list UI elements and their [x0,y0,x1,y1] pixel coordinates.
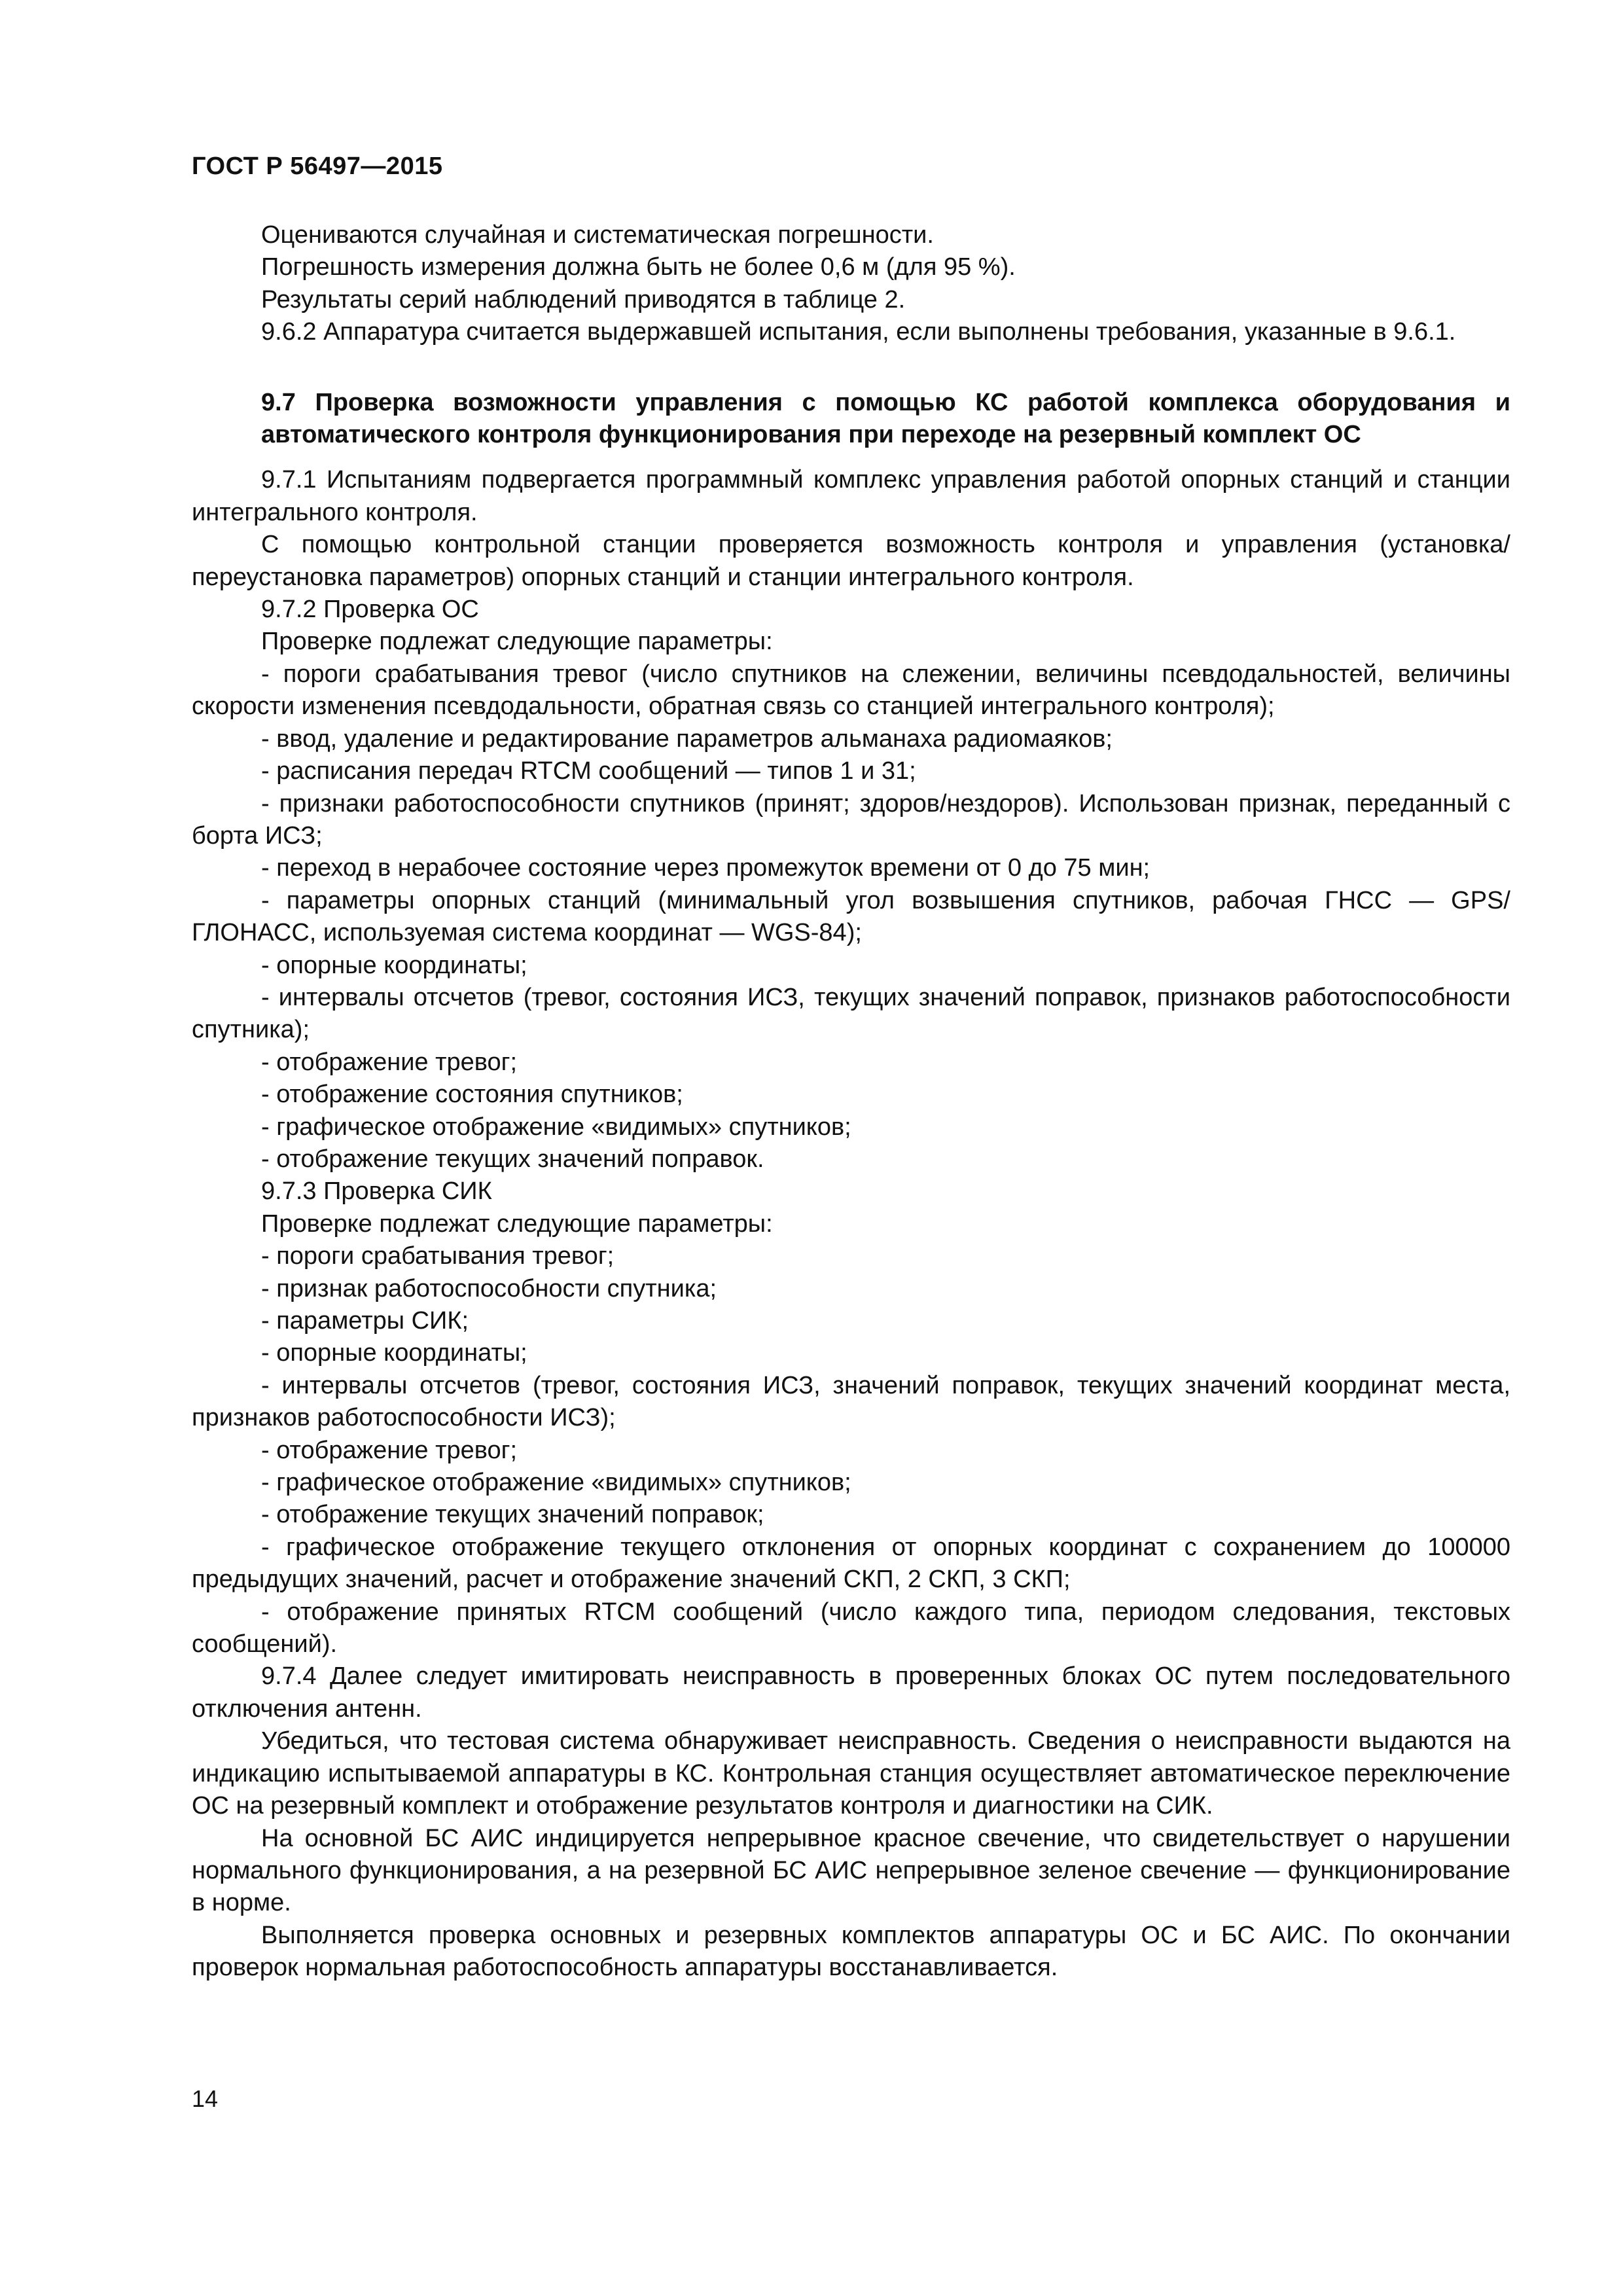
paragraph: Оцениваются случайная и систематическая погрешности. [261,221,934,249]
list-item: - признак работоспособности спутника; [261,1274,717,1302]
list-item: - расписания передач RTCM сообщений — типов 1 и 31; [261,757,916,785]
list-item: - графическое отображение текущего отклонения от опорных координат с сохранением до 100000 предыдущих значений, расчет и отображение значений СКП, 2 СКП, 3 СКП; [192,1533,1510,1594]
list-item: - отображение тревог; [261,1048,518,1076]
parameter-list-sik [192,1240,1510,1660]
list-item: - опорные координаты; [261,1339,527,1367]
list-item: - пороги срабатывания тревог (число спутников на слежении, величины псевдодальностей, величины скорости изменения псевдодальности, обратная связь со станцией интегрального контроля); [192,660,1510,721]
list-intro: Проверке подлежат следующие параметры: [261,628,773,656]
list-item: - ввод, удаление и редактирование параметров альманаха радиомаяков; [261,725,1113,753]
list-item: - отображение принятых RTCM сообщений (число каждого типа, периодом следования, текстовых сообщений). [192,1598,1510,1659]
list-item: - пороги срабатывания тревог; [261,1242,615,1270]
paragraph: Погрешность измерения должна быть не более 0,6 м (для 95 %). [261,253,1016,281]
list-item: - графическое отображение «видимых» спутников; [261,1469,851,1497]
list-item: - отображение состояния спутников; [261,1081,683,1109]
list-item: - параметры СИК; [261,1307,469,1335]
paragraph: На основной БС АИС индицируется непрерывное красное свечение, что свидетельствует о нарушении нормального функционирования, а на резервной БС АИС непрерывное зеленое свечение — функционирование в норме. [192,1824,1510,1917]
page-body [192,219,1510,1984]
list-intro: Проверке подлежат следующие параметры: [261,1210,773,1238]
list-item: - параметры опорных станций (минимальный угол возвышения спутников, рабочая ГНСС — GPS/ГЛОНАСС, используемая система координат — WGS-84); [192,886,1510,947]
list-item: - признаки работоспособности спутников (принят; здоров/нездоров). Использован признак, переданный с борта ИСЗ; [192,789,1510,850]
clause-9-7-4: 9.7.4 Далее следует имитировать неисправность в проверенных блоках ОС путем последовательного отключения антенн. [192,1662,1510,1723]
standard-id: ГОСТ Р 56497—2015 [192,152,443,180]
list-item: - графическое отображение «видимых» спутников; [261,1113,851,1141]
paragraph: Выполняется проверка основных и резервных комплектов аппаратуры ОС и БС АИС. По окончании проверок нормальная работоспособность аппаратуры восстанавливается. [192,1921,1510,1982]
list-item: - отображение текущих значений поправок; [261,1501,764,1529]
clause-9-7-2-title: 9.7.2 Проверка ОС [261,596,479,624]
clause-9-7-3-title: 9.7.3 Проверка СИК [261,1177,492,1206]
page-number: 14 [192,2085,219,2112]
list-item: - отображение тревог; [261,1436,518,1464]
list-item: - отображение текущих значений поправок. [261,1145,764,1173]
clause-9-6-2: 9.6.2 Аппаратура считается выдержавшей испытания, если выполнены требования, указанные в 9.6.1. [261,318,1456,346]
list-item: - интервалы отсчетов (тревог, состояния ИСЗ, значений поправок, текущих значений координат места, признаков работоспособности ИСЗ); [192,1371,1510,1432]
paragraph: С помощью контрольной станции проверяется возможность контроля и управления (установка/переустановка параметров) опорных станций и станции интегрального контроля. [192,531,1510,591]
list-item: - опорные координаты; [261,951,527,979]
list-item: - переход в нерабочее состояние через промежуток времени от 0 до 75 мин; [261,854,1150,882]
list-item: - интервалы отсчетов (тревог, состояния ИСЗ, текущих значений поправок, признаков работоспособности спутника); [192,983,1510,1044]
section-heading-9-7: 9.7 Проверка возможности управления с помощью КС работой комплекса оборудования и автоматического контроля функционирования при переходе на резервный комплект ОС [261,388,1510,449]
parameter-list-os [192,658,1510,1176]
paragraph: Результаты серий наблюдений приводятся в таблице 2. [261,285,906,314]
paragraph: Убедиться, что тестовая система обнаруживает неисправность. Сведения о неисправности выдаются на индикацию испытываемой аппаратуры в КС. Контрольная станция осуществляет автоматическое переключение ОС на резервный комплект и отображение результатов контроля и диагностики на СИК. [192,1727,1510,1820]
clause-9-7-1: 9.7.1 Испытаниям подвергается программный комплекс управления работой опорных станций и станции интегрального контроля. [192,466,1510,526]
